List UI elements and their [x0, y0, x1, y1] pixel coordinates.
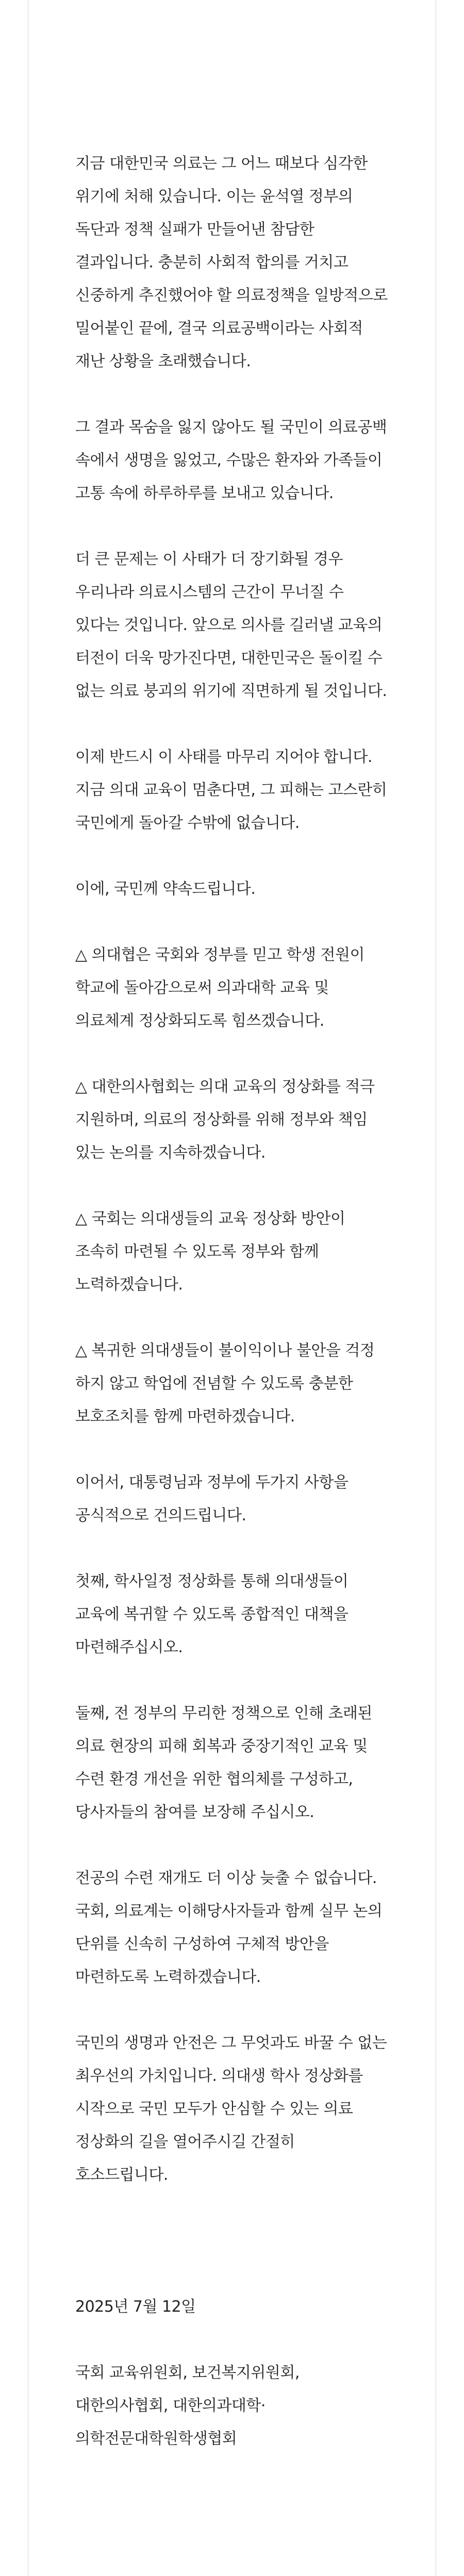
proposal-item-first: 첫째, 학사일정 정상화를 통해 의대생들이 교육에 복귀할 수 있도록 종합적인 대책을 마련해주십시오. [75, 1572, 349, 1656]
paragraph-result: 그 결과 목숨을 잃지 않아도 될 국민이 의료공백 속에서 생명을 잃었고, 수많은 환자와 가족들이 고통 속에 하루하루를 보내고 있습니다. [75, 418, 387, 502]
paragraph-residency: 전공의 수련 재개도 더 이상 늦출 수 없습니다. 국회, 의료계는 이해당사자들과 함께 실무 논의 단위를 신속히 구성하여 구체적 방안을 마련하도록 노력하겠습니다. [75, 1869, 383, 1986]
paragraph-intro: 지금 대한민국 의료는 그 어느 때보다 심각한 위기에 처해 있습니다. 이는 윤석열 정부의 독단과 정책 실패가 만들어낸 참담한 결과입니다. 충분히 사회적 합의를 거치고 신중하게 추진했어야 할 의료정책을 일방적으로 밀어붙인 끝에, 결국 의료공백이라는 사회적 재난 상황을 초래했습니다. [75, 155, 388, 370]
statement-date: 2025년 7월 12일 [75, 2298, 196, 2316]
promise-item-assembly: △ 국회는 의대생들의 교육 정상화 방안이 조속히 마련될 수 있도록 정부와 함께 노력하겠습니다. [75, 1210, 345, 1294]
paragraph-bigger-problem: 더 큰 문제는 이 사태가 더 장기화될 경우 우리나라 의료시스템의 근간이 무너질 수 있다는 것입니다. 앞으로 의사를 길러낼 교육의 터전이 더욱 망가진다면, 대한민국은 돌이킬 수 없는 의료 붕괴의 위기에 직면하게 될 것입니다. [75, 550, 387, 700]
promise-item-protection: △ 복귀한 의대생들이 불이익이나 불안을 걱정 하지 않고 학업에 전념할 수 있도록 충분한 보호조치를 함께 마련하겠습니다. [75, 1342, 375, 1426]
paragraph-closing: 국민의 생명과 안전은 그 무엇과도 바꿀 수 없는 최우선의 가치입니다. 의대생 학사 정상화를 시작으로 국민 모두가 안심할 수 있는 의료 정상화의 길을 열어주시길 간절히 호소드립니다. [75, 2034, 387, 2184]
proposal-item-second: 둘째, 전 정부의 무리한 정책으로 인해 초래된 의료 현장의 피해 회복과 중장기적인 교육 및 수련 환경 개선을 위한 협의체를 구성하고, 당사자들의 참여를 보장해 주십시오. [75, 1704, 372, 1821]
statement-signatories: 국회 교육위원회, 보건복지위원회, 대한의사협회, 대한의과대학·의학전문대학원학생협회 [75, 2364, 300, 2448]
paragraph-proposal-intro: 이어서, 대통령님과 정부에 두가지 사항을 공식적으로 건의드립니다. [75, 1473, 349, 1524]
statement-document [75, 147, 391, 2455]
paragraph-promise-intro: 이에, 국민께 약속드립니다. [75, 880, 256, 898]
paragraph-must-end: 이제 반드시 이 사태를 마무리 지어야 합니다. 지금 의대 교육이 멈춘다면, 그 피해는 고스란히 국민에게 돌아갈 수밖에 없습니다. [75, 748, 387, 832]
promise-item-students: △ 의대협은 국회와 정부를 믿고 학생 전원이 학교에 돌아감으로써 의과대학 교육 및 의료체계 정상화되도록 힘쓰겠습니다. [75, 946, 364, 1030]
promise-item-kma: △ 대한의사협회는 의대 교육의 정상화를 적극 지원하며, 의료의 정상화를 위해 정부와 책임 있는 논의를 지속하겠습니다. [75, 1078, 375, 1162]
